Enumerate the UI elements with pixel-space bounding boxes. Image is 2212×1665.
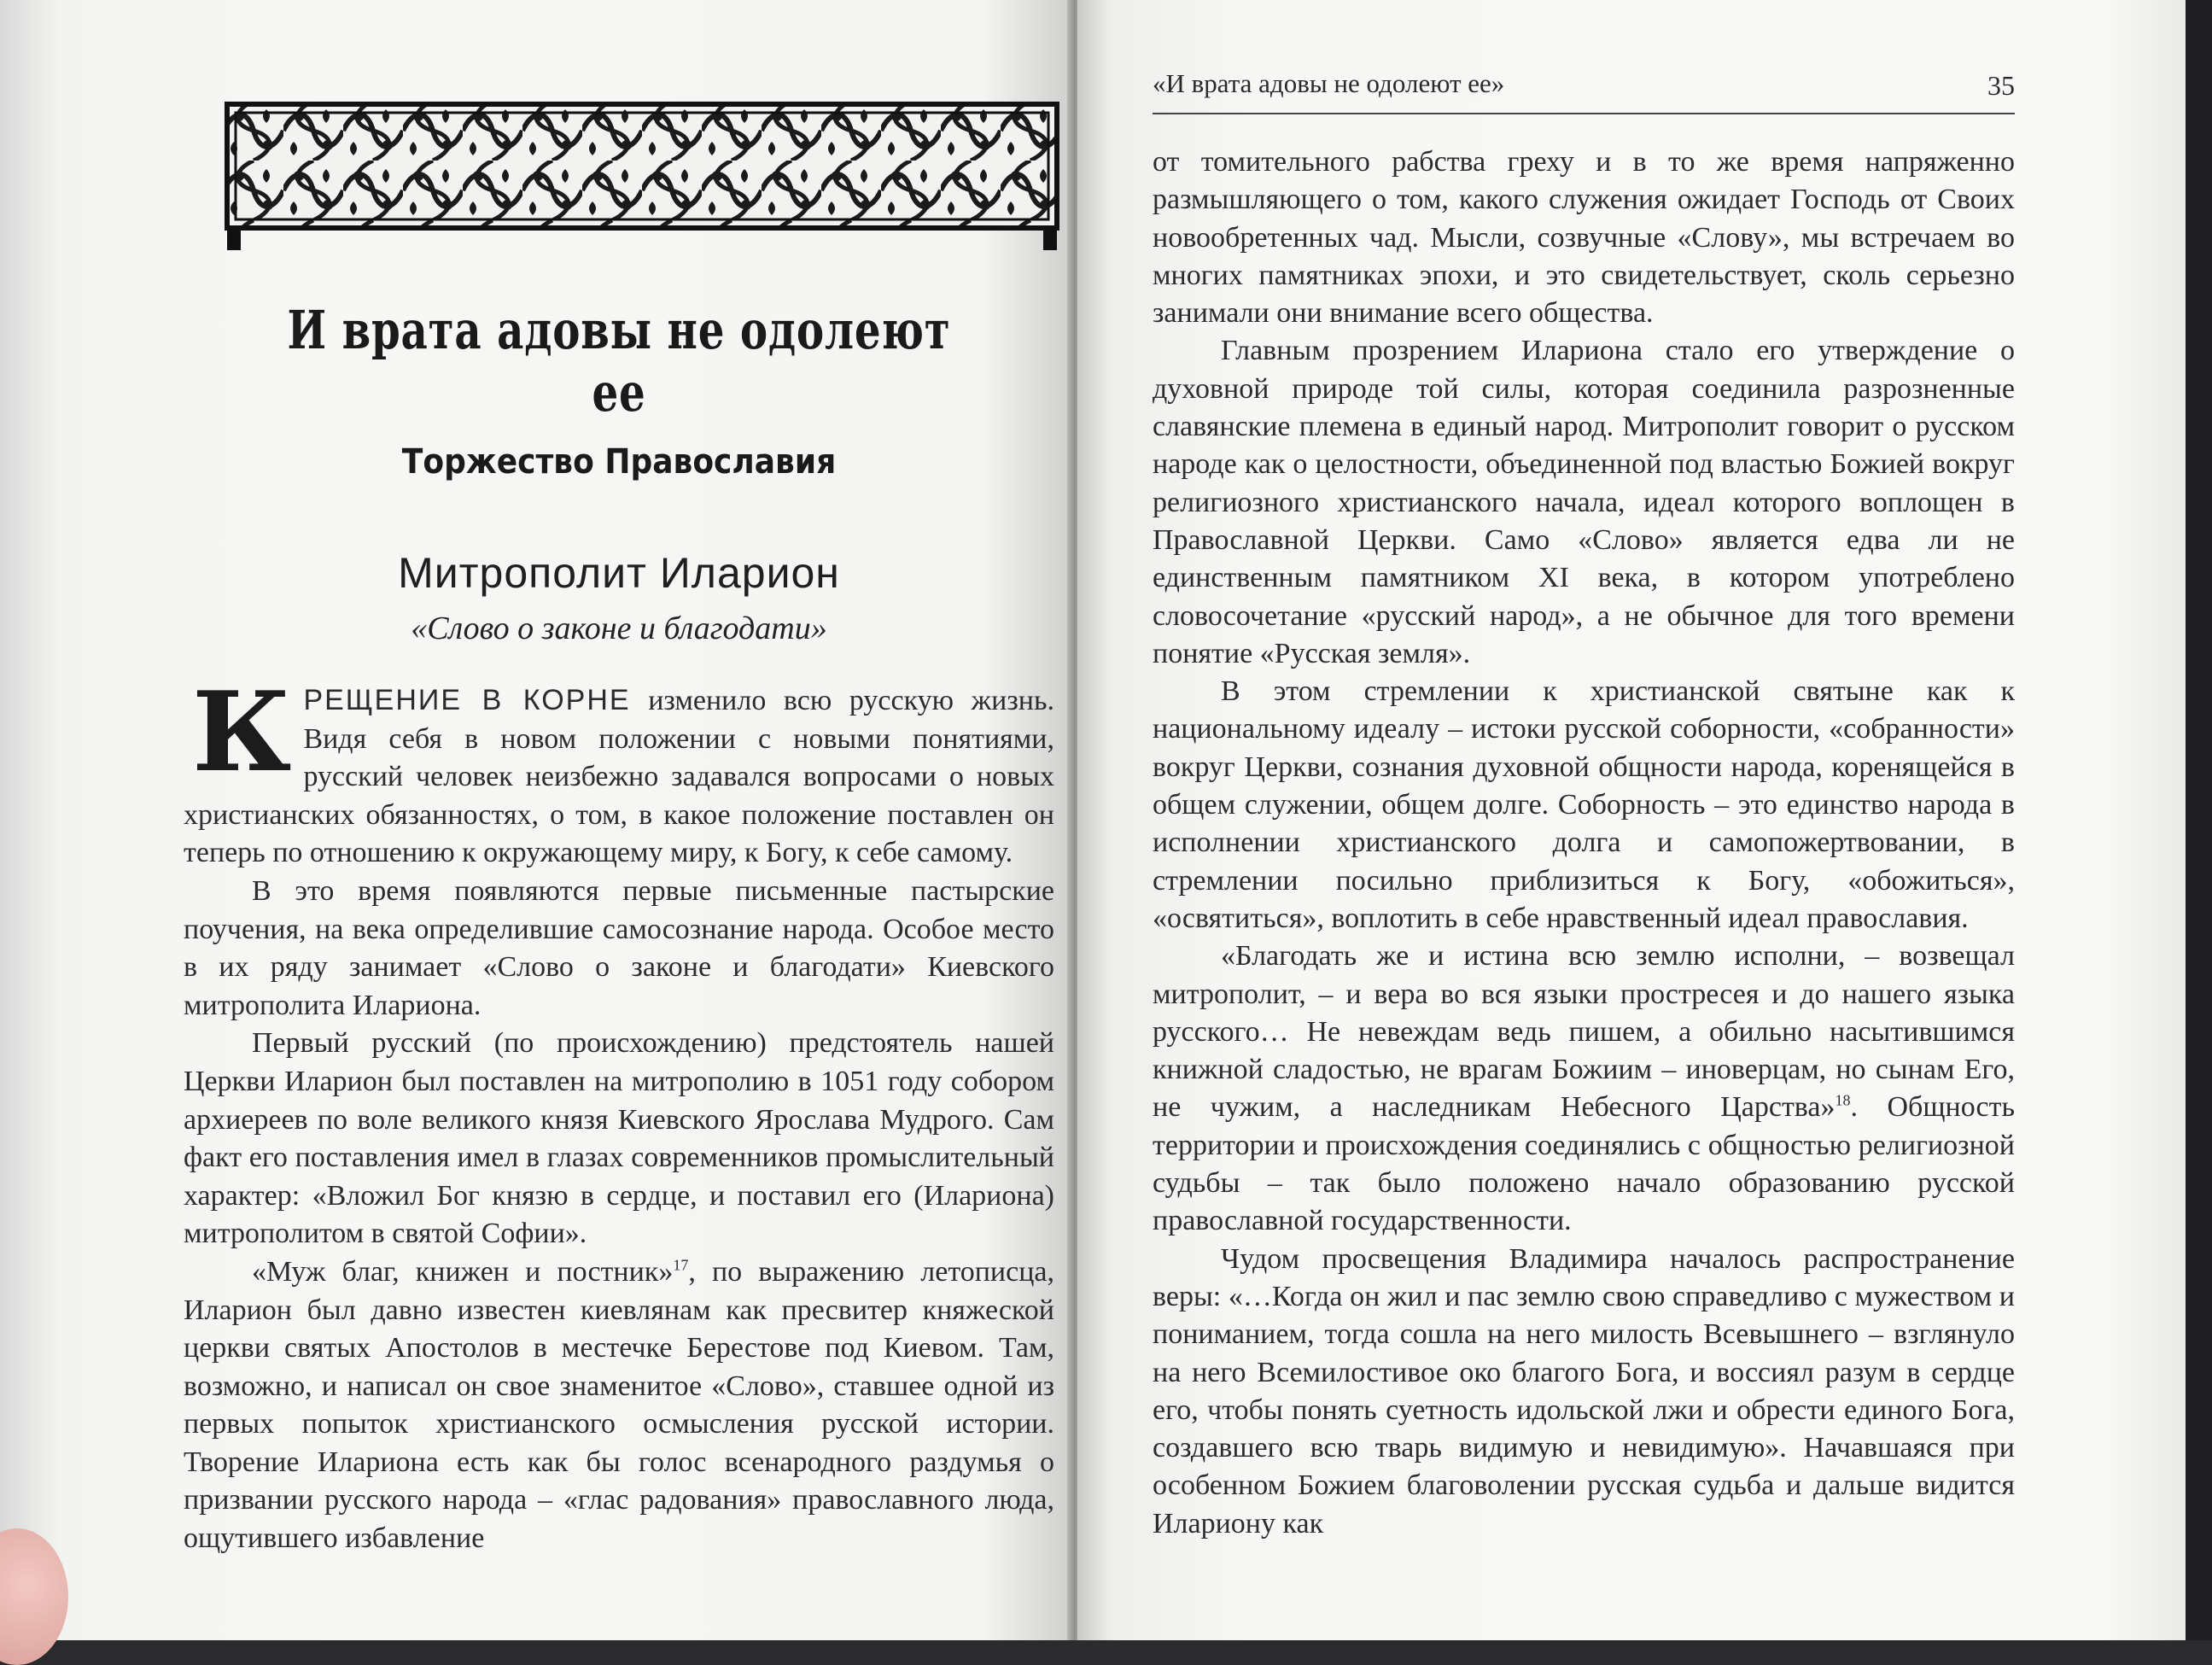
paragraph-text: «Муж благ, книжен и постник» <box>252 1255 674 1288</box>
paragraph <box>184 1253 1054 1558</box>
running-title: «И врата адовы не одолеют ее» <box>1153 68 1505 98</box>
ornamental-headpiece <box>224 101 1060 254</box>
paragraph <box>184 669 1054 873</box>
paragraph: В этом стремлении к христианской святыне как к национальному идеалу – истоки русской соборности, «собранности» вокруг Церкви, сознания духовной общности народа, коренящейся в общем служении, общем долге. Соборность – это единство народа в исполнении христианского долга и самопожертвовании, в стремлении посильно приблизиться к Богу, «обожиться», «освятиться», воплотить в себе нравственный идеал православия. <box>1153 675 2015 934</box>
paragraph-text: «Благодать же и истина всю землю исполни, – возвещал митрополит, – и вера во вся языки простресея и до нашего языка русского… Не невеждам ведь пишем, а обильно насытившимся книжной сладостью, не врагам Божиим – иноверцам, но сынам Его, не чужим, а наследникам Небесного Царства» <box>1153 940 2015 1124</box>
background-edge <box>2186 0 2212 1640</box>
paragraph: Первый русский (по происхождению) предстоятель нашей Церкви Иларион был поставлен на митрополию в 1051 году собором архиереев по воле великого князя Киевского Ярослава Мудрого. Сам факт его поставления имел в глазах современников промыслительный характер: «Вложил Бог князю в сердце, и поставил его (Илариона) митрополитом в святой Софии». <box>184 1027 1054 1250</box>
running-header <box>1153 61 2015 114</box>
paragraph-text: . Общность территории и происхождения соединялись с общностью религиозной судьбы – так было положено начало образованию русской православной государственности. <box>1153 1091 2016 1237</box>
footnote-ref: 17 <box>673 1256 689 1274</box>
paragraph-text: , по выражению летописца, Иларион был давно известен киевлянам как пресвитер княжеской церкви святых Апостолов в местечке Берестове под Киевом. Там, возможно, и написал он свое знаменитое «Слово», ставшее одной из первых попыток христианского осмысления русской истории. Творение Илариона есть как бы голос всенародного раздумья о призвании русского народа – «глас радования» православного люда, ощутившего избавление <box>184 1255 1054 1555</box>
paragraph: от томительного рабства греху и в то же время напряженно размышляющего о том, какого служения ожидает Господь от Своих новообретенных чад. Мысли, созвучные «Слову», мы встречаем во многих памятниках эпохи, и это свидетельствует, сколь серьезно занимали они внимание всего общества. <box>1153 146 2015 330</box>
left-page-text <box>184 299 1054 1558</box>
paragraph: В это время появляются первые письменные пастырские поучения, на века определившие самосознание народа. Особое место в их ряду занимает «Слово о законе и благодати» Киевского митрополита Илариона. <box>184 874 1054 1021</box>
footnote-ref: 18 <box>1835 1092 1851 1110</box>
chapter-subtitle: Торжество Православия <box>401 442 837 482</box>
paragraph: Главным прозрением Илариона стало его утверждение о духовной природе той силы, которая соединила разрозненные славянские племена в единый народ. Митрополит говорит о русском народе как о целостности, объединенной под властью Божией вокруг религиозного христианского начала, идеал которого воплощен в Православной Церкви. Само «Слово» является едва ли не единственным памятником XI века, в котором употреблено словосочетание «русский народ», а не обычное для того времени понятие «Русская земля». <box>1153 335 2015 669</box>
lead-in-caps: РЕЩЕНИЕ В КОРНЕ <box>303 684 631 716</box>
chapter-title: И врата адовы не одолеют ее <box>287 299 951 424</box>
section-work-title: «Слово о законе и благодати» <box>411 610 827 646</box>
page-number: 35 <box>1987 70 2015 101</box>
paragraph <box>1153 938 2015 1240</box>
section-author: Митрополит Иларион <box>398 549 840 597</box>
paragraph-text: изменило всю русскую жизнь. Видя себя в новом положении с новыми понятиями, русский человек неизбежно задавался вопросами о новых христианских обязанностях, о том, в какое положение поставлен он теперь по отношению к окружающему миру, к Богу, к себе самому. <box>184 685 1054 869</box>
paragraph: Чудом просвещения Владимира началось распространение веры: «…Когда он жил и пас землю свою справедливо с мужеством и пониманием, тогда сошла на него милость Всевышнего – взглянуло на него Всемилостивое око благого Бога, и воссиял разум в сердце его, чтобы понять суетность идольской лжи и обрести единого Бога, создавшего всю тварь видимую и невидимую». Начавшаяся при особенном Божием благоволении русская судьба и дальше видится Илариону как <box>1153 1242 2015 1539</box>
drop-cap: К <box>192 669 292 797</box>
right-page-text <box>1153 143 2015 1543</box>
